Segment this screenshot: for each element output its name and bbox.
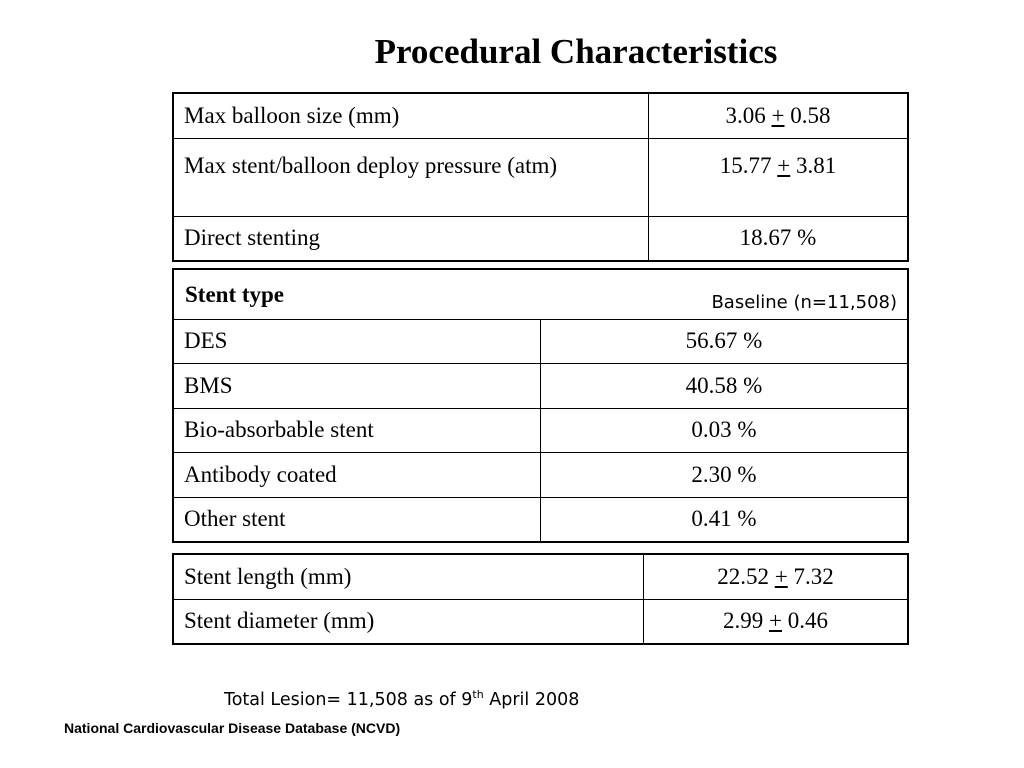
row-label: Max balloon size (mm)	[173, 93, 649, 138]
stent-type-header	[173, 269, 908, 319]
sd-value: 0.58	[790, 102, 831, 128]
table-row	[173, 554, 908, 599]
sd-value: 0.46	[787, 608, 828, 634]
table-row	[173, 599, 908, 644]
footnote-superscript: th	[472, 688, 484, 701]
row-label: Direct stenting	[173, 216, 649, 261]
footnote-suffix: April 2008	[483, 689, 580, 710]
source-caption: National Cardiovascular Disease Database (NCVD)	[64, 720, 401, 736]
row-label: DES	[173, 319, 541, 364]
stent-type-label: Stent type	[185, 282, 285, 307]
row-value	[644, 599, 909, 644]
table-row	[173, 453, 908, 498]
plus-minus-sign: +	[769, 608, 782, 634]
plus-minus-sign: +	[774, 563, 788, 589]
stent-type-table	[172, 268, 909, 543]
row-value: 2.30 %	[541, 453, 909, 498]
table-row	[173, 216, 908, 261]
baseline-label: Baseline (n=11,508)	[711, 292, 897, 313]
table-row	[173, 319, 908, 364]
row-value: 18.67 %	[649, 216, 909, 261]
row-value: 40.58 %	[541, 364, 909, 409]
table-row	[173, 408, 908, 453]
page-title: Procedural Characteristics	[374, 32, 778, 71]
mean-value: 22.52	[717, 563, 769, 589]
row-label: Stent diameter (mm)	[173, 599, 644, 644]
row-label: BMS	[173, 364, 541, 409]
footnote-prefix: Total Lesion= 11,508 as of 9	[224, 689, 473, 710]
row-value: 56.67 %	[541, 319, 909, 364]
total-lesion-footnote	[224, 688, 579, 710]
plus-minus-sign: +	[771, 102, 785, 128]
row-value	[644, 554, 909, 599]
row-label: Stent length (mm)	[173, 554, 644, 599]
table-header-row	[173, 269, 908, 319]
sd-value: 7.32	[793, 563, 834, 589]
procedure-table	[172, 92, 909, 262]
row-value: 0.41 %	[541, 497, 909, 542]
row-value: 0.03 %	[541, 408, 909, 453]
table-row	[173, 138, 908, 216]
plus-minus-sign: +	[777, 152, 791, 178]
mean-value: 15.77	[719, 152, 772, 178]
row-label: Bio-absorbable stent	[173, 408, 541, 453]
mean-value: 3.06	[725, 102, 766, 128]
row-label: Antibody coated	[173, 453, 541, 498]
table-row	[173, 93, 908, 138]
row-label: Max stent/balloon deploy pressure (atm)	[173, 138, 649, 216]
table-row	[173, 364, 908, 409]
row-value	[649, 138, 909, 216]
mean-value: 2.99	[723, 608, 764, 634]
row-label: Other stent	[173, 497, 541, 542]
row-value	[649, 93, 909, 138]
sd-value: 3.81	[795, 152, 837, 178]
stent-dimensions-table	[172, 553, 909, 645]
table-row	[173, 497, 908, 542]
